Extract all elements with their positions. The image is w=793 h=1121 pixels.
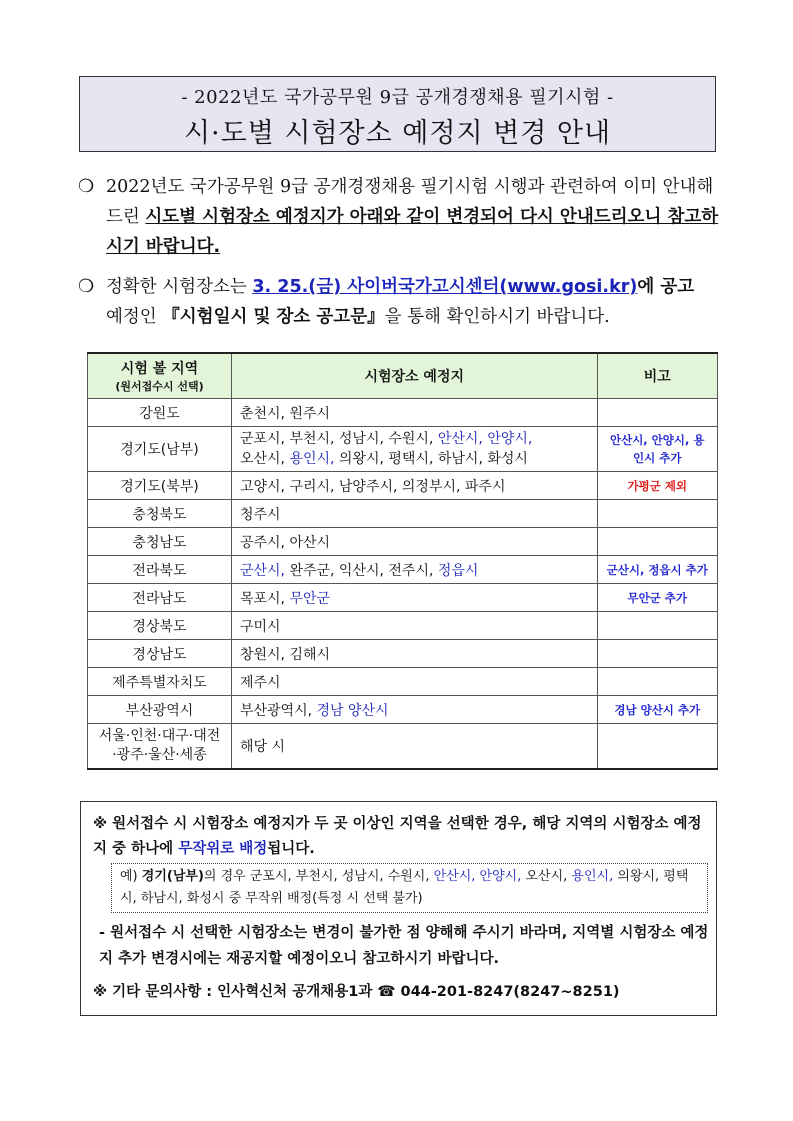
random-assignment-text: 무작위로 배정	[178, 841, 268, 857]
region-cell: 부산광역시	[88, 696, 232, 724]
para2-text-c: 에 공고	[637, 277, 695, 297]
region-cell: 전라북도	[88, 556, 232, 584]
bullet-icon: ❍	[78, 176, 95, 197]
notice-no-change: - 원서접수 시 선택한 시험장소는 변경이 불가한 점 양해해 주시기 바라며, 지역별 시험장소 예정지 추가 변경시에는 재공지할 예정이오니 참고하시기 바랍니다.	[99, 925, 709, 967]
bullet-icon: ❍	[78, 276, 95, 297]
region-cell: 경상북도	[88, 612, 232, 640]
table-row	[88, 472, 718, 500]
paragraph-2	[78, 272, 720, 332]
region-cell: 충청북도	[88, 500, 232, 528]
sites-cell: 구미시	[231, 612, 597, 640]
page-title: 시·도별 시험장소 예정지 변경 안내	[183, 118, 612, 149]
note-cell: 경남 양산시 추가	[597, 696, 718, 724]
sites-cell: 군포시, 부천시, 성남시, 수원시, 안산시, 안양시, 오산시, 용인시, 의왕시, 평택시, 하남시, 화성시	[231, 427, 597, 472]
sites-cell: 창원시, 김해시	[231, 640, 597, 668]
table-row	[88, 668, 718, 696]
region-cell: 경기도(남부)	[88, 427, 232, 472]
header-note: 비고	[597, 353, 718, 399]
note-cell	[597, 724, 718, 770]
table-row	[88, 528, 718, 556]
gosi-notice-date: 3. 25.(금) 사이버국가고시센터(www.gosi.kr)	[252, 277, 638, 297]
para2-text-d: 예정인	[106, 307, 163, 327]
added-site: 군산시,	[239, 562, 285, 579]
table-row	[88, 556, 718, 584]
added-site: 경남 양산시	[316, 702, 389, 719]
para2-text-f: 을 통해 확인하시기 바랍니다.	[384, 307, 610, 327]
note-cell	[597, 612, 718, 640]
sites-cell: 청주시	[231, 500, 597, 528]
title-box	[79, 76, 716, 152]
table-row	[88, 500, 718, 528]
sites-cell: 목포시, 무안군	[231, 584, 597, 612]
added-site: 정읍시	[437, 562, 479, 579]
added-site: 용인시,	[289, 451, 335, 467]
table-row	[88, 696, 718, 724]
para2-text-a: 정확한 시험장소는	[106, 277, 253, 297]
note-cell	[597, 668, 718, 696]
paragraph-1	[78, 172, 720, 262]
note-cell: 안산시, 안양시, 용인시 추가	[597, 427, 718, 472]
exam-site-table	[87, 352, 718, 770]
region-cell: 강원도	[88, 399, 232, 427]
region-cell: 경기도(북부)	[88, 472, 232, 500]
table-header-row	[88, 353, 718, 399]
added-site: 무안군	[289, 590, 331, 607]
note-cell: 가평군 제외	[597, 472, 718, 500]
table-row	[88, 427, 718, 472]
sites-cell: 군산시, 완주군, 익산시, 전주시, 정읍시	[231, 556, 597, 584]
header-region-sub: (원서접수시 선택)	[115, 380, 204, 393]
table-row	[88, 640, 718, 668]
note-cell: 무안군 추가	[597, 584, 718, 612]
table-row	[88, 724, 718, 770]
sites-cell: 해당 시	[231, 724, 597, 770]
added-site: 안산시, 안양시,	[437, 431, 533, 447]
note-cell	[597, 399, 718, 427]
para1-emphasis: 시도별 시험장소 예정지가 아래와 같이 변경되어 다시 안내드리오니 참고하시기 바랍니다.	[106, 207, 719, 257]
region-cell: 서울·인천·대구·대전 ·광주·울산·세종	[88, 724, 232, 770]
table-row	[88, 399, 718, 427]
header-region: 시험 볼 지역 (원서접수시 선택)	[88, 353, 232, 399]
notice-random-assignment: ※ 원서접수 시 시험장소 예정지가 두 곳 이상인 지역을 선택한 경우, 해당 지역의 시험장소 예정지 중 하나에 무작위로 배정됩니다.	[93, 816, 702, 857]
sites-cell: 부산광역시, 경남 양산시	[231, 696, 597, 724]
notice-contact: ※ 기타 문의사항 : 인사혁신처 공개채용1과 ☎ 044-201-8247(8247~8251)	[93, 984, 620, 1000]
sites-cell: 제주시	[231, 668, 597, 696]
note-cell: 군산시, 정읍시 추가	[597, 556, 718, 584]
note-cell	[597, 528, 718, 556]
sites-cell: 공주시, 아산시	[231, 528, 597, 556]
phone-icon: ☎	[377, 984, 396, 1000]
note-cell	[597, 640, 718, 668]
table-row	[88, 584, 718, 612]
notice-box	[80, 801, 717, 1016]
sites-cell: 춘천시, 원주시	[231, 399, 597, 427]
contact-phone: 044-201-8247(8247~8251)	[395, 984, 620, 1000]
header-sites: 시험장소 예정지	[231, 353, 597, 399]
table-row	[88, 612, 718, 640]
title-subtitle: - 2022년도 국가공무원 9급 공개경쟁채용 필기시험 -	[181, 87, 614, 108]
para1-text: 2022년도 국가공무원 9급 공개경쟁채용 필기시험 시행과 관련하여 이미 안내해 드린	[106, 177, 714, 227]
sites-cell: 고양시, 구리시, 남양주시, 의정부시, 파주시	[231, 472, 597, 500]
note-cell	[597, 500, 718, 528]
example-box: 예) 경기(남부)의 경우 군포시, 부천시, 성남시, 수원시, 안산시, 안양시, 오산시, 용인시, 의왕시, 평택시, 하남시, 화성시 중 무작위 배정(특정 시 선택 불가)	[111, 863, 708, 913]
region-cell: 경상남도	[88, 640, 232, 668]
region-cell: 전라남도	[88, 584, 232, 612]
region-cell: 제주특별자치도	[88, 668, 232, 696]
notice-document-name: 『시험일시 및 장소 공고문』	[162, 307, 385, 327]
region-cell: 충청남도	[88, 528, 232, 556]
